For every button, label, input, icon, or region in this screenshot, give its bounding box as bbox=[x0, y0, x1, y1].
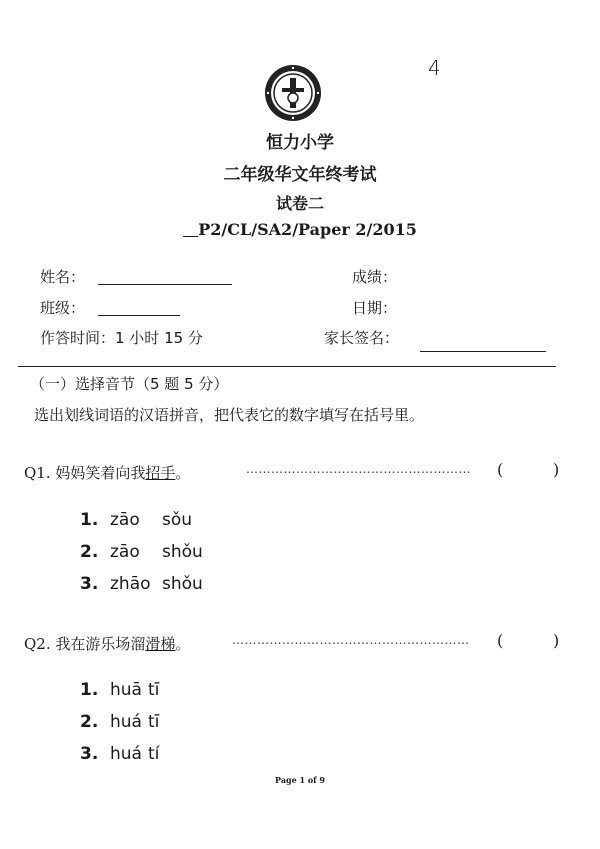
page-number-mark: 4 bbox=[428, 56, 441, 80]
option-syllable-2: tī bbox=[148, 680, 160, 700]
paper-code bbox=[0, 220, 600, 239]
option-syllable-2: tī bbox=[148, 712, 160, 732]
paper-code-text: P2/CL/SA2/Paper 2/2015 bbox=[198, 220, 417, 239]
option-syllable-1: zhāo bbox=[110, 574, 151, 594]
question-1 bbox=[24, 462, 190, 483]
date-label: 日期： bbox=[352, 299, 398, 317]
school-name: 恒力小学 bbox=[266, 133, 334, 153]
section-divider bbox=[18, 366, 556, 367]
option-syllable-2: shǒu bbox=[162, 574, 203, 594]
option-syllable-2: tí bbox=[148, 744, 160, 764]
answer-paren-close: ) bbox=[553, 460, 560, 479]
section-instruction: 选出划线词语的汉语拼音，把代表它的数字填写在括号里。 bbox=[34, 406, 425, 424]
answer-blank-q2[interactable] bbox=[509, 631, 549, 651]
class-label: 班级： bbox=[40, 299, 86, 317]
option-syllable-2: shǒu bbox=[162, 542, 203, 562]
answer-paren-close: ) bbox=[553, 631, 560, 650]
paper-code-underline bbox=[183, 220, 198, 239]
parent-signature-label: 家长签名： bbox=[324, 329, 400, 347]
class-field[interactable] bbox=[98, 315, 180, 316]
question-text-suffix: 。 bbox=[175, 464, 191, 482]
option-number: 3. bbox=[80, 744, 99, 764]
answer-leader-dots: ………………………………………………… bbox=[232, 633, 470, 647]
option-syllable-1: huá bbox=[110, 744, 142, 764]
question-text-prefix: 妈妈笑着向我 bbox=[55, 464, 146, 482]
option-syllable-2: sǒu bbox=[162, 510, 193, 530]
option-1 bbox=[80, 510, 192, 530]
option-number: 2. bbox=[80, 542, 99, 562]
underlined-word: 滑梯 bbox=[145, 635, 176, 653]
time-allowed: 作答时间：1 小时 15 分 bbox=[40, 329, 203, 347]
school-logo bbox=[264, 64, 322, 122]
option-number: 1. bbox=[80, 510, 99, 530]
option-syllable-1: zāo bbox=[110, 510, 140, 530]
answer-paren-open: ( bbox=[497, 460, 504, 479]
parent-signature-field[interactable] bbox=[420, 351, 546, 352]
option-number: 1. bbox=[80, 680, 99, 700]
answer-blank-q1[interactable] bbox=[509, 460, 549, 480]
answer-paren-open: ( bbox=[497, 631, 504, 650]
paper-title: 试卷二 bbox=[275, 194, 324, 213]
question-number: Q1. bbox=[24, 464, 51, 482]
question-text-prefix: 我在游乐场溜 bbox=[55, 635, 146, 653]
question-text-suffix: 。 bbox=[175, 635, 191, 653]
option-2 bbox=[80, 542, 203, 562]
option-3 bbox=[80, 574, 203, 594]
option-3 bbox=[80, 744, 159, 764]
score-label: 成绩： bbox=[352, 268, 398, 286]
question-2 bbox=[24, 633, 190, 654]
option-syllable-1: huá bbox=[110, 712, 142, 732]
answer-leader-dots: ……………………………………………… bbox=[246, 462, 471, 476]
name-label: 姓名： bbox=[40, 268, 86, 286]
option-syllable-1: huā bbox=[110, 680, 142, 700]
page-footer: Page 1 of 9 bbox=[275, 775, 325, 785]
exam-title: 二年级华文年终考试 bbox=[223, 165, 377, 185]
option-number: 3. bbox=[80, 574, 99, 594]
option-2 bbox=[80, 712, 159, 732]
option-number: 2. bbox=[80, 712, 99, 732]
section-title: （一）选择音节（5 题 5 分） bbox=[30, 375, 229, 393]
option-1 bbox=[80, 680, 159, 700]
question-number: Q2. bbox=[24, 635, 51, 653]
underlined-word: 招手 bbox=[145, 464, 176, 482]
name-field[interactable] bbox=[98, 284, 232, 285]
option-syllable-1: zāo bbox=[110, 542, 140, 562]
